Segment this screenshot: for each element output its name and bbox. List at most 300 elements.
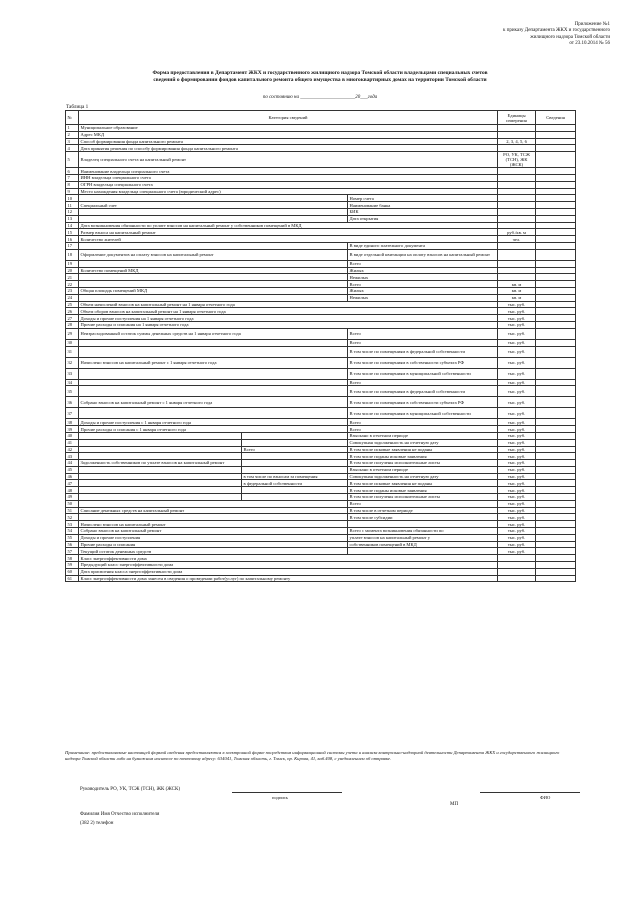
row-unit: тыс. руб.	[498, 339, 536, 346]
row-category	[79, 274, 348, 281]
row-category: Оформление документов на оплату взносов на капитальный ремонт	[79, 249, 348, 260]
row-category	[79, 453, 242, 460]
table-row	[66, 202, 576, 209]
row-unit: тыс. руб.	[498, 541, 536, 548]
row-value-cell[interactable]	[536, 379, 576, 386]
row-number: 58	[66, 555, 79, 562]
row-category	[79, 500, 348, 507]
row-value-cell[interactable]	[536, 494, 576, 501]
row-category: Дата присвоения класса энергоэффективности дома	[79, 568, 498, 575]
title-line-1: Форма предоставления в Департамент ЖКХ и государственного жилищного надзора Томской области владельцами специальных счетов	[152, 70, 488, 76]
row-unit: тыс. руб.	[498, 439, 536, 446]
row-number: 51	[66, 507, 79, 514]
row-unit	[498, 260, 536, 267]
footnote: Примечание: предоставляемые настоящей формой сведения предоставляются в электронной форме посредством информационной системы учета и анализа контрольно-надзорной деятельности Департамента ЖКХ и государственного жилищного надзора Томской области либо на бумажном носителе по почтовому адресу: 634041, Томская область, г. Томск, пр. Кирова, 41, каб.408, с уведомлением об отправке.	[65, 750, 560, 762]
stamp-placeholder: МП	[450, 802, 459, 807]
row-number: 52	[66, 514, 79, 521]
header-category: Категория сведений	[79, 111, 498, 125]
row-subcategory: Всего	[348, 426, 498, 433]
table-row	[66, 145, 576, 152]
table-row	[66, 125, 576, 132]
row-number: 23	[66, 287, 79, 294]
table-row	[66, 346, 576, 357]
row-number: 35	[66, 386, 79, 397]
row-number: 1	[66, 125, 79, 132]
row-subcategory	[348, 548, 498, 555]
row-unit: тыс. руб.	[498, 346, 536, 357]
row-unit	[498, 125, 536, 132]
row-subcategory: В том числе по помещениям в федеральной собственности	[348, 346, 498, 357]
row-unit	[498, 562, 536, 569]
row-unit	[498, 208, 536, 215]
row-value-cell[interactable]	[536, 528, 576, 535]
row-value-cell[interactable]	[536, 274, 576, 281]
row-category	[79, 432, 242, 439]
row-unit: тыс. руб.	[498, 328, 536, 339]
table-row	[66, 208, 576, 215]
row-value-cell[interactable]	[536, 386, 576, 397]
row-subgroup	[242, 432, 348, 439]
row-number: 59	[66, 562, 79, 569]
row-value-cell[interactable]	[536, 208, 576, 215]
name-line	[480, 792, 580, 793]
row-unit: тыс. руб.	[498, 466, 536, 473]
row-unit: тыс. руб.	[498, 446, 536, 453]
row-unit: тыс. руб.	[498, 315, 536, 322]
row-unit: тыс. руб.	[498, 432, 536, 439]
row-category: Специальный счет	[79, 202, 348, 209]
row-value-cell[interactable]	[536, 453, 576, 460]
row-category: Способ формирования фонда капитального ремонта	[79, 138, 498, 145]
row-subgroup: в том числе по взносам за помещения	[242, 473, 348, 480]
row-number: 25	[66, 301, 79, 308]
row-category	[79, 446, 242, 453]
row-unit: руб./кв. м	[498, 229, 536, 236]
row-subcategory: В виде единого платежного документа	[348, 242, 498, 249]
row-category	[79, 215, 348, 222]
row-value-cell[interactable]	[536, 181, 576, 188]
row-number: 32	[66, 357, 79, 368]
row-value-cell[interactable]	[536, 541, 576, 548]
row-subcategory: БИК	[348, 208, 498, 215]
table-label: Таблица 1	[66, 104, 89, 110]
row-number: 11	[66, 202, 79, 209]
table-row	[66, 386, 576, 397]
row-value-cell[interactable]	[536, 138, 576, 145]
row-unit: тыс. руб.	[498, 480, 536, 487]
table-row	[66, 181, 576, 188]
row-value-cell[interactable]	[536, 339, 576, 346]
table-row	[66, 242, 576, 249]
row-number: 29	[66, 328, 79, 339]
row-unit: кв. м	[498, 294, 536, 301]
row-category	[79, 480, 242, 487]
row-category	[79, 408, 348, 419]
row-value-cell[interactable]	[536, 249, 576, 260]
table-row	[66, 301, 576, 308]
row-value-cell[interactable]	[536, 215, 576, 222]
row-value-cell[interactable]	[536, 397, 576, 408]
row-category	[79, 294, 348, 301]
row-value-cell[interactable]	[536, 346, 576, 357]
table-row	[66, 555, 576, 562]
row-subcategory: Всего	[348, 419, 498, 426]
row-subgroup	[242, 466, 348, 473]
row-subcategory: В том числе по помещениям в муниципальной собственности	[348, 408, 498, 419]
row-number: 14	[66, 222, 79, 229]
row-unit: тыс. руб.	[498, 397, 536, 408]
row-value-cell[interactable]	[536, 514, 576, 521]
row-value-cell[interactable]	[536, 125, 576, 132]
table-row	[66, 514, 576, 521]
row-number: 56	[66, 541, 79, 548]
row-value-cell[interactable]	[536, 432, 576, 439]
row-value-cell[interactable]	[536, 294, 576, 301]
table-row	[66, 168, 576, 175]
row-subcategory: В том числе получены исполнительные листы	[348, 460, 498, 467]
row-subcategory: В том числе исковые заявления не поданы	[348, 480, 498, 487]
table-row	[66, 480, 576, 487]
row-value-cell[interactable]	[536, 408, 576, 419]
row-category: Начислено взносов на капитальный ремонт	[79, 521, 348, 528]
row-unit: 2, 3, 4, 5, 6	[498, 138, 536, 145]
row-subgroup: в федеральной собственности	[242, 480, 348, 487]
row-value-cell[interactable]	[536, 500, 576, 507]
appendix-line: Приложение №1	[574, 22, 610, 27]
row-category	[79, 368, 348, 379]
row-unit	[498, 202, 536, 209]
row-unit: чел.	[498, 236, 536, 243]
table-row	[66, 321, 576, 328]
row-unit: тыс. руб.	[498, 368, 536, 379]
row-value-cell[interactable]	[536, 521, 576, 528]
table-row	[66, 281, 576, 288]
table-row	[66, 446, 576, 453]
table-row	[66, 308, 576, 315]
row-category: Наименование владельца специального счета	[79, 168, 498, 175]
row-value-cell[interactable]	[536, 473, 576, 480]
row-unit: РО, УК, ТСЖ (ТСН), ЖК (ЖСК)	[498, 152, 536, 168]
table-row	[66, 222, 576, 229]
row-number: 24	[66, 294, 79, 301]
title-line-2: сведений о формировании фондов капитального ремонта общего имущества в многоквартирных домах на территории Томской области	[153, 76, 487, 83]
table-row	[66, 249, 576, 260]
row-number: 44	[66, 460, 79, 467]
row-value-cell[interactable]	[536, 357, 576, 368]
table-row	[66, 568, 576, 575]
row-category	[79, 281, 348, 288]
row-number: 20	[66, 267, 79, 274]
row-value-cell[interactable]	[536, 548, 576, 555]
table-row	[66, 419, 576, 426]
table-row	[66, 426, 576, 433]
row-value-cell[interactable]	[536, 480, 576, 487]
row-category: ИНН владельца специального счета	[79, 174, 498, 181]
row-unit: тыс. руб.	[498, 521, 536, 528]
table-row	[66, 267, 576, 274]
row-number: 61	[66, 575, 79, 582]
row-value-cell[interactable]	[536, 202, 576, 209]
row-subcategory: В том числе в отчетном периоде	[348, 507, 498, 514]
row-category: ОГРН владельца специального счета	[79, 181, 498, 188]
row-value-cell[interactable]	[536, 174, 576, 181]
table-row	[66, 408, 576, 419]
row-number: 45	[66, 466, 79, 473]
row-category: Размер взноса на капитальный ремонт	[79, 229, 498, 236]
row-value-cell[interactable]	[536, 260, 576, 267]
row-subcategory: Дата открытия	[348, 215, 498, 222]
row-value-cell[interactable]	[536, 308, 576, 315]
row-category: Доходы и прочие поступления с 1 января отчетного года	[79, 419, 348, 426]
row-category: Общая площадь помещений МКД	[79, 287, 348, 294]
row-category	[79, 386, 348, 397]
row-number: 2	[66, 131, 79, 138]
row-number: 12	[66, 208, 79, 215]
row-subcategory: собственников помещений в МКД	[348, 541, 498, 548]
row-category: Объем оборов взносов на капитальный ремонт на 1 января отчетного года	[79, 308, 498, 315]
row-category: Доходы и прочие поступления	[79, 534, 348, 541]
row-category: Владелец специального счета на капитальный ремонт	[79, 152, 498, 168]
row-category: Предыдущий класс энергоэффективности дома	[79, 562, 498, 569]
row-value-cell[interactable]	[536, 301, 576, 308]
row-subgroup	[242, 460, 348, 467]
table-row	[66, 460, 576, 467]
row-unit	[498, 249, 536, 260]
row-value-cell[interactable]	[536, 419, 576, 426]
row-unit: тыс. руб.	[498, 379, 536, 386]
row-category	[79, 346, 348, 357]
row-number: 4	[66, 145, 79, 152]
row-subcategory: Взыскано в отчетном периоде	[348, 466, 498, 473]
table-row	[66, 397, 576, 408]
table-row	[66, 487, 576, 494]
table-row	[66, 260, 576, 267]
row-category: Текущий остаток денежных средств	[79, 548, 348, 555]
row-number: 15	[66, 229, 79, 236]
row-category: Собрано взносов на капитальный ремонт	[79, 528, 348, 535]
table-row	[66, 152, 576, 168]
row-number: 43	[66, 453, 79, 460]
document-title	[60, 70, 580, 83]
row-value-cell[interactable]	[536, 281, 576, 288]
header-num: №	[66, 111, 79, 125]
appendix-line: жилищного надзора Томской области	[530, 34, 610, 40]
header-info: Сведения	[536, 111, 576, 125]
row-unit	[498, 215, 536, 222]
table-row	[66, 528, 576, 535]
row-unit: тыс. руб.	[498, 514, 536, 521]
table-row	[66, 432, 576, 439]
row-unit	[498, 181, 536, 188]
row-category	[79, 487, 242, 494]
row-number: 5	[66, 152, 79, 168]
row-subcategory: Всего	[348, 281, 498, 288]
row-unit: тыс. руб.	[498, 494, 536, 501]
table-row	[66, 439, 576, 446]
row-number: 33	[66, 368, 79, 379]
row-value-cell[interactable]	[536, 287, 576, 294]
row-value-cell[interactable]	[536, 534, 576, 541]
row-subcategory: Жилых	[348, 267, 498, 274]
row-value-cell[interactable]	[536, 426, 576, 433]
row-category	[79, 439, 242, 446]
row-value-cell[interactable]	[536, 242, 576, 249]
row-category: Списание денежных средств на капитальный ремонт	[79, 507, 348, 514]
row-number: 38	[66, 419, 79, 426]
row-number: 28	[66, 321, 79, 328]
appendix-line: к приказу Департамента ЖКХ и государственного	[503, 28, 610, 34]
row-unit: тыс. руб.	[498, 321, 536, 328]
row-value-cell[interactable]	[536, 236, 576, 243]
table-row	[66, 507, 576, 514]
row-category	[79, 208, 348, 215]
name-caption: ФИО	[540, 795, 551, 800]
row-unit	[498, 222, 536, 229]
row-number: 6	[66, 168, 79, 175]
row-unit	[498, 168, 536, 175]
as-of-date: по состоянию на ______________________20___года	[262, 95, 378, 100]
row-value-cell[interactable]	[536, 145, 576, 152]
row-unit	[498, 131, 536, 138]
row-unit: тыс. руб.	[498, 426, 536, 433]
row-number: 57	[66, 548, 79, 555]
row-value-cell[interactable]	[536, 568, 576, 575]
table-row	[66, 229, 576, 236]
row-subcategory: Нежилых	[348, 274, 498, 281]
row-subcategory: Номер счета	[348, 195, 498, 202]
row-unit	[498, 555, 536, 562]
table-row	[66, 274, 576, 281]
row-value-cell[interactable]	[536, 487, 576, 494]
table-header-row	[66, 111, 576, 125]
row-number: 48	[66, 487, 79, 494]
signature-caption: подпись	[272, 795, 289, 800]
row-number: 31	[66, 346, 79, 357]
row-subcategory: Совокупная задолженность на отчетную дату	[348, 473, 498, 480]
row-value-cell[interactable]	[536, 195, 576, 202]
row-subcategory: Всего с момента возникновения обязанности по	[348, 528, 498, 535]
table-row	[66, 236, 576, 243]
row-category: Дата принятия решения по способу формирования фонда капитального ремонта	[79, 145, 498, 152]
row-value-cell[interactable]	[536, 439, 576, 446]
row-unit: тыс. руб.	[498, 487, 536, 494]
row-category: Количество помещений МКД	[79, 267, 348, 274]
row-category: Прочие расходы и списания с 1 января отчетного года	[79, 426, 348, 433]
row-value-cell[interactable]	[536, 446, 576, 453]
row-value-cell[interactable]	[536, 229, 576, 236]
table-row	[66, 379, 576, 386]
table-row	[66, 473, 576, 480]
row-unit	[498, 242, 536, 249]
row-number: 37	[66, 408, 79, 419]
row-value-cell[interactable]	[536, 328, 576, 339]
row-number: 9	[66, 188, 79, 195]
row-value-cell[interactable]	[536, 460, 576, 467]
row-unit	[498, 145, 536, 152]
row-subgroup	[242, 439, 348, 446]
executor-phone: (382 2) телефон	[80, 821, 114, 826]
row-value-cell[interactable]	[536, 368, 576, 379]
row-unit: тыс. руб.	[498, 507, 536, 514]
row-number: 8	[66, 181, 79, 188]
row-value-cell[interactable]	[536, 222, 576, 229]
row-category: Класс энергоэффективности дома	[79, 555, 498, 562]
row-unit: кв. м	[498, 287, 536, 294]
row-category	[79, 473, 242, 480]
row-value-cell[interactable]	[536, 321, 576, 328]
row-subgroup	[242, 494, 348, 501]
row-value-cell[interactable]	[536, 168, 576, 175]
row-subgroup: Всего	[242, 446, 348, 453]
row-unit: тыс. руб.	[498, 460, 536, 467]
row-value-cell[interactable]	[536, 315, 576, 322]
row-category	[79, 514, 348, 521]
row-value-cell[interactable]	[536, 507, 576, 514]
row-value-cell[interactable]	[536, 267, 576, 274]
row-category	[79, 195, 348, 202]
row-subcategory: Совокупная задолженность на отчетную дату	[348, 439, 498, 446]
row-category: Собрано взносов на капитальный ремонт с 1 января отчетного года	[79, 397, 348, 408]
table-row	[66, 287, 576, 294]
row-number: 47	[66, 480, 79, 487]
row-number: 53	[66, 521, 79, 528]
table-row	[66, 215, 576, 222]
row-value-cell[interactable]	[536, 188, 576, 195]
row-category	[79, 339, 348, 346]
row-category	[79, 494, 242, 501]
row-category	[79, 260, 348, 267]
row-unit	[498, 274, 536, 281]
row-value-cell[interactable]	[536, 131, 576, 138]
row-number: 7	[66, 174, 79, 181]
table-row	[66, 174, 576, 181]
row-subgroup	[242, 453, 348, 460]
row-number: 18	[66, 249, 79, 260]
row-subcategory: В том числе субсидии	[348, 514, 498, 521]
table-row	[66, 500, 576, 507]
row-number: 21	[66, 274, 79, 281]
row-category	[79, 379, 348, 386]
row-category: Адрес МКД	[79, 131, 498, 138]
row-number: 30	[66, 339, 79, 346]
row-number: 10	[66, 195, 79, 202]
row-unit: тыс. руб.	[498, 500, 536, 507]
row-value-cell[interactable]	[536, 555, 576, 562]
row-number: 40	[66, 432, 79, 439]
row-value-cell[interactable]	[536, 562, 576, 569]
appendix-line: от 23.10.2014 № 56	[569, 41, 610, 47]
row-number: 13	[66, 215, 79, 222]
table-row	[66, 521, 576, 528]
table-row	[66, 339, 576, 346]
table-row	[66, 548, 576, 555]
row-value-cell[interactable]	[536, 152, 576, 168]
row-subcategory: Наименование банка	[348, 202, 498, 209]
row-number: 46	[66, 473, 79, 480]
row-number: 49	[66, 494, 79, 501]
row-unit: тыс. руб.	[498, 419, 536, 426]
row-value-cell[interactable]	[536, 466, 576, 473]
row-unit	[498, 195, 536, 202]
row-subcategory: В том числе поданы исковые заявления	[348, 453, 498, 460]
row-unit: тыс. руб.	[498, 528, 536, 535]
row-subcategory: Всего	[348, 328, 498, 339]
row-subcategory: Всего	[348, 339, 498, 346]
row-subcategory: В том числе поданы исковые заявления	[348, 487, 498, 494]
row-value-cell[interactable]	[536, 575, 576, 582]
table-row	[66, 575, 576, 582]
row-subcategory	[348, 521, 498, 528]
